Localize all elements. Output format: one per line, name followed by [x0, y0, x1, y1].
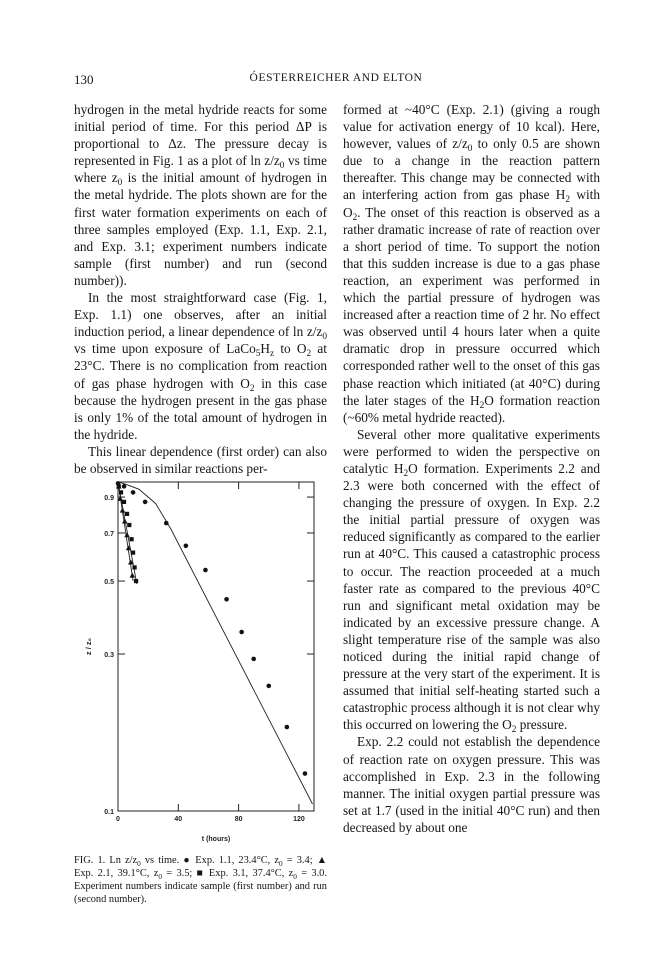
data-point-square — [132, 565, 136, 569]
y-tick-label: 0.5 — [104, 579, 114, 587]
chart — [74, 468, 327, 852]
x-tick-label: 40 — [174, 816, 183, 823]
data-point-circle — [203, 568, 208, 573]
figure-1 — [74, 468, 327, 852]
data-point-circle — [164, 521, 169, 526]
y-tick-label: 0.3 — [104, 652, 114, 660]
x-axis-label: t (hours) — [201, 836, 231, 843]
right-column — [343, 101, 600, 836]
paragraph: Exp. 2.2 could not establish the dependence of reaction rate on oxygen pressure. This was accomplished in Exp. 2.3 in the following manner. The initial oxygen partial pressure was set at 1.7 (used in the initial 40°C run) and then decreased by about one — [343, 734, 600, 835]
data-point-circle — [122, 484, 127, 489]
y-tick-label: 0.1 — [104, 809, 114, 816]
paragraph: hydrogen in the metal hydride reacts for some initial period of time. For this period ΔP is proportional to Δz. The pressure decay is represented in Fig. 1 as a plot of $\ln z/z_0$ vs time where $z_0$ is the initial amount of hydrogen in the metal hydride. The plots shown are for the first water formation experiments on each of three samples employed (Exp. 1.1, Exp. 2.1, and Exp. 3.1; experiment numbers indicate sample (first number) and run (second number)). — [74, 102, 327, 288]
paragraph: formed at ~40°C (Exp. 2.1) (giving a rough value for activation energy of 10 kcal). Here, however, values of $z/z_0$ to only 0.5 are shown due to a change in the reaction pattern thereafter. This change may be connected with an interfering action from gas phase $H_2$ with $O_2$. The onset of this reaction is observed as a rather dramatic increase of rate of reaction over a short period of time. To support the notion that this sudden increase is due to a gas phase reaction, an experiment was performed in which the partial pressure of hydrogen was increased after a reaction time of 2 hr. No effect was observed until 4 hours later when a quite dramatic drop in pressure occurred which corresponded rather well to the onset of this gas phase reaction which initiated (at 40°C) during the later stages of the $H_2O$ formation reaction (~60% metal hydride reacted). — [343, 102, 601, 425]
data-point-circle — [143, 500, 148, 505]
data-point-square — [117, 484, 121, 488]
data-point-square — [125, 512, 129, 516]
data-point-triangle — [130, 573, 136, 578]
paragraph: This linear dependence (first order) can also be observed in similar reactions per- — [74, 443, 327, 476]
y-tick-label: 0.7 — [104, 530, 114, 538]
data-point-circle — [184, 543, 189, 548]
data-point-square — [129, 537, 133, 541]
data-point-square — [134, 579, 138, 583]
plot-frame — [118, 482, 314, 811]
data-point-square — [131, 551, 135, 555]
x-tick-label: 0 — [116, 816, 120, 823]
x-tick-label: 120 — [293, 816, 305, 823]
data-point-circle — [131, 490, 136, 495]
data-point-square — [127, 523, 131, 527]
page-number: 130 — [74, 72, 94, 87]
running-title: ÓESTERREICHER AND ELTON — [249, 72, 423, 84]
x-tick-label: 80 — [234, 816, 243, 823]
data-point-circle — [285, 725, 290, 730]
series-line — [118, 482, 313, 804]
data-point-circle — [251, 657, 256, 662]
paragraph: Several other more qualitative experiments were performed to widen the perspective on catalytic $H_2O$ formation. Experiments 2.2 and 2.3 were both concerned with the effect of changing the pressure of oxygen. In Exp. 2.2 the initial partial pressure of oxygen was reduced significantly as compared to the earlier run at 40°C. This caused a catastrophic process to occur. The reaction proceeded at a much faster rate as compared to the previous 40°C run and significant metal oxidation may be indicated by an excessive pressure change. A slight temperature rise of the sample was also noticed during the initial rapid change of pressure at the very start of the experiment. It is assumed that initial self-heating started such a catastrophic process although it is not clear why this occurred on lowering the $O_2$ pressure. — [343, 426, 600, 736]
data-point-circle — [239, 630, 244, 635]
left-column — [74, 101, 327, 477]
data-point-circle — [303, 771, 308, 776]
figure-caption: FIG. 1. Ln $z/z_0$ vs time. ● Exp. 1.1, 23.4°C, $z_0 = 3.4$; ▲ Exp. 2.1, 39.1°C, $z_0 = 3.5$; ■ Exp. 3.1, 37.4°C, $z_0 = 3.0$. Experiment numbers indicate sample (first number) and run (second number). — [74, 855, 327, 905]
data-point-square — [122, 500, 126, 504]
y-tick-label: 0.9 — [104, 495, 114, 503]
y-axis-label: z / z₀ — [84, 637, 93, 656]
data-point-square — [119, 490, 123, 494]
paragraph: In the most straightforward case (Fig. 1, Exp. 1.1) one observes, after an initial induction period, a linear dependence of $\ln z/z_0$ vs time upon exposure of $LaCo_5H_z$ to $O_2$ at 23°C. There is no complication from reaction of gas phase hydrogen with $O_2$ in this case because the hydrogen present in the gas phase is only 1% of the total amount of hydrogen in the hydride. — [74, 290, 327, 442]
data-point-circle — [266, 684, 271, 689]
data-point-circle — [224, 597, 229, 602]
